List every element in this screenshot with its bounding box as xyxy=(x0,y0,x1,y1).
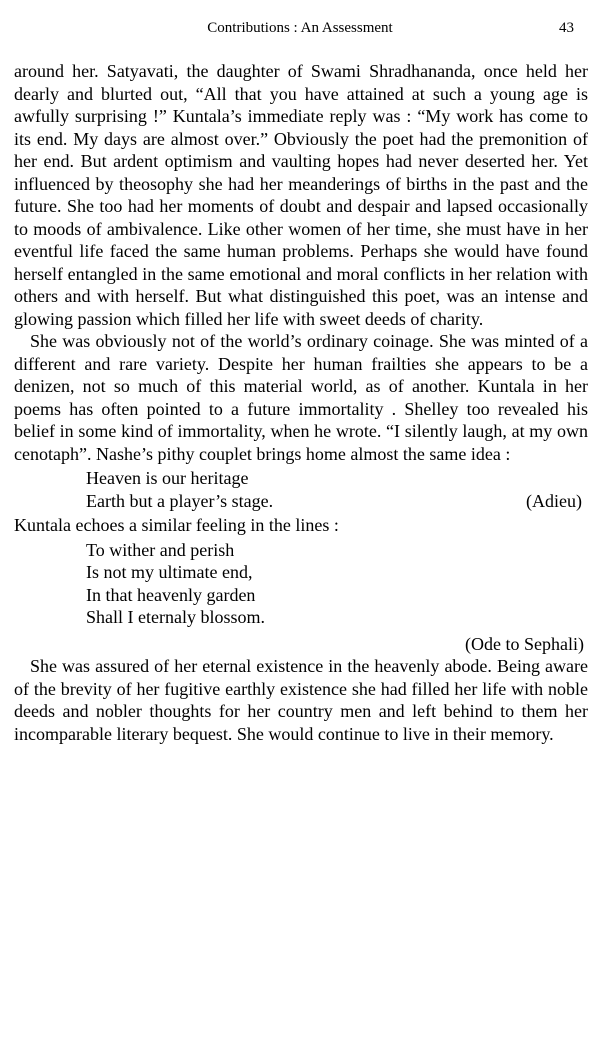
verse-line: To wither and perish xyxy=(86,539,235,560)
paragraph-continued: around her. Satyavati, the daughter of Swami Shradhananda, once held her dearly and blurted out, “All that you have attained at such a young age is awfully surprising !” Kuntala’s immediate reply was : “My work has come to its end. My days are almost over.” Obviously the poet had the premonition of her end. But ardent optimism and vaulting hopes had never deserted her. Yet influenced by theosophy she had her meanderings of births in the past and the future. She too had her moments of doubt and despair and lapsed occasionally to moods of ambivalence. Like other women of her time, she must have in her eventful life faced the same human problems. Perhaps she would have found herself entangled in the same emotional and moral conflicts in her relation with others and with herself. But what distinguished this poet, was an intense and glowing passion which filled her life with sweet deeds of charity. xyxy=(14,61,588,329)
verse-line: Heaven is our heritage xyxy=(86,468,249,488)
paragraph-coinage: She was obviously not of the world’s ordinary coinage. She was minted of a different and rare variety. Despite her human frailties she appears to be a denizen, not so much of this material world, as of another. Kuntala in her poems has often pointed to a future immortality . Shelley too revealed his belief in some kind of immortality, when he wrote. “I silently laugh, at my own cenotaph”. Nashe’s pithy couplet brings home almost the same idea : xyxy=(14,331,588,464)
verse-line: In that heavenly garden xyxy=(86,584,256,605)
page-number: 43 xyxy=(559,20,574,36)
verse-line-with-citation xyxy=(86,490,588,513)
verse-line: Shall I eternaly blossom. xyxy=(86,607,265,627)
verse-nashe xyxy=(86,467,588,512)
verse-kuntala xyxy=(86,539,588,629)
verse-line: Earth but a player’s stage. xyxy=(86,490,274,511)
paragraph-closing: She was assured of her eternal existence in the heavenly abode. Being aware of the brevity of her fugitive earthly existence she had filled her life with noble deeds and nobler thoughts for her country men and left behind to them her incomparable literary bequest. She would continue to live in their memory. xyxy=(14,656,588,744)
running-header-title: Contributions : An Assessment xyxy=(207,20,393,36)
lead-in-line: Kuntala echoes a similar feeling in the lines : xyxy=(14,515,339,535)
running-header xyxy=(0,20,600,42)
verse-citation: (Adieu) xyxy=(526,490,582,511)
verse-citation: (Ode to Sephali) xyxy=(465,633,584,654)
body-text xyxy=(14,60,588,745)
verse-line: Is not my ultimate end, xyxy=(86,562,253,582)
